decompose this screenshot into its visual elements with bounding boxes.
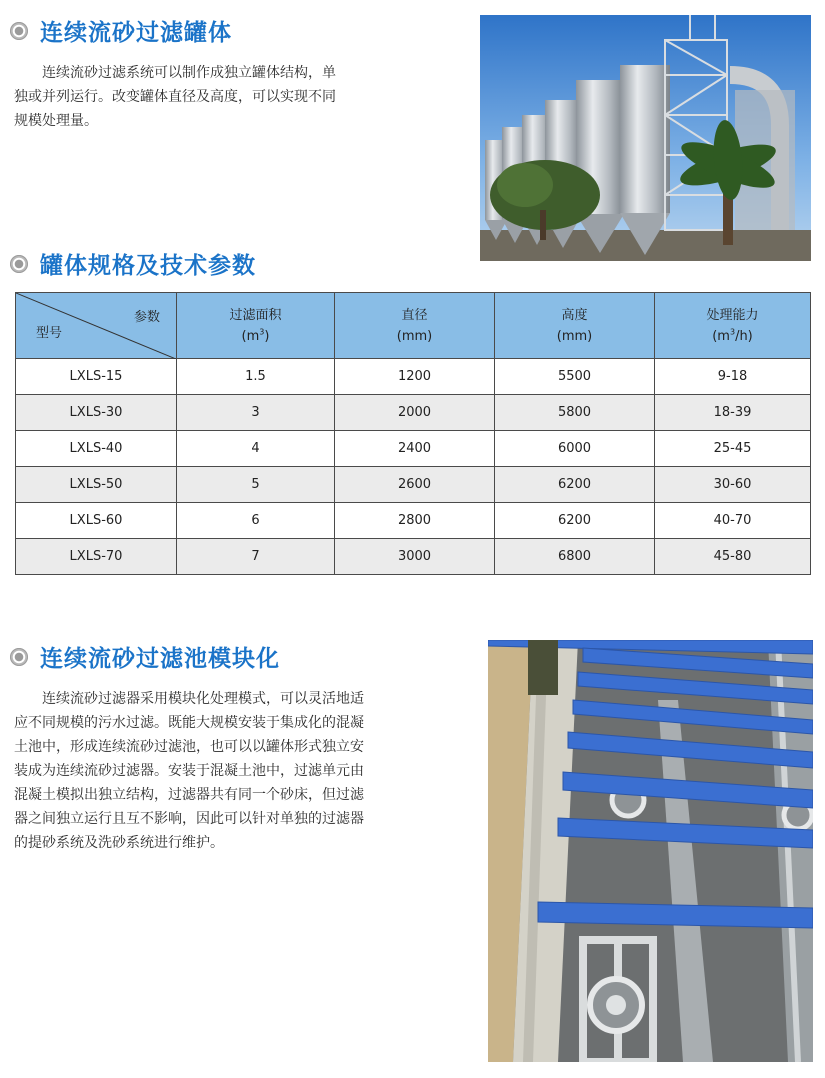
paragraph-line: 独或并列运行。改变罐体直径及高度，可以实现不同 (14, 89, 336, 105)
table-row (16, 467, 811, 503)
corner-param-label: 参数 (133, 310, 160, 325)
paragraph-line: 器之间独立运行且互不影响，因此可以针对单独的过滤器 (14, 811, 364, 827)
corner-model-label: 型号 (36, 326, 63, 341)
column-label: 过滤面积 (229, 307, 282, 323)
column-label: 处理能力 (706, 307, 759, 323)
table-row (16, 431, 811, 467)
paragraph-line: 规模处理量。 (14, 113, 98, 129)
table-cell: 40-70 (655, 503, 811, 539)
section-heading-specs (10, 247, 256, 280)
table-cell: LXLS-30 (16, 395, 177, 431)
table-cell: 7 (177, 539, 335, 575)
table-cell: 5500 (495, 359, 655, 395)
table-cell: 25-45 (655, 431, 811, 467)
heading-text: 连续流砂过滤罐体 (40, 20, 232, 46)
table-cell: 2000 (335, 395, 495, 431)
table-cell: 2400 (335, 431, 495, 467)
table-cell: 45-80 (655, 539, 811, 575)
circle-bullet-icon (10, 22, 28, 40)
column-label: 直径 (401, 307, 428, 323)
table-cell: 6200 (495, 467, 655, 503)
paragraph-line: 连续流砂过滤系统可以制作成独立罐体结构，单 (42, 65, 336, 81)
table-cell: LXLS-60 (16, 503, 177, 539)
tank-description (14, 61, 454, 133)
table-row (16, 359, 811, 395)
circle-bullet-icon (10, 255, 28, 273)
table-cell: 1.5 (177, 359, 335, 395)
table-cell: 3000 (335, 539, 495, 575)
heading-text: 罐体规格及技术参数 (40, 253, 256, 279)
table-cell: LXLS-70 (16, 539, 177, 575)
table-cell: 6000 (495, 431, 655, 467)
table-cell: LXLS-50 (16, 467, 177, 503)
table-cell: 18-39 (655, 395, 811, 431)
column-header-area (177, 293, 335, 359)
table-cell: 2600 (335, 467, 495, 503)
table-row (16, 539, 811, 575)
table-cell: 6 (177, 503, 335, 539)
filter-basin-photo (488, 640, 813, 1062)
table-cell: 5800 (495, 395, 655, 431)
table-row (16, 503, 811, 539)
circle-bullet-icon (10, 648, 28, 666)
section-heading-tank (10, 14, 232, 47)
table-cell: 9-18 (655, 359, 811, 395)
table-row (16, 395, 811, 431)
table-cell: LXLS-40 (16, 431, 177, 467)
column-unit: (mm) (396, 328, 433, 344)
paragraph-line: 连续流砂过滤器采用模块化处理模式，可以灵活地适 (42, 691, 364, 707)
paragraph-line: 的提砂系统及洗砂系统进行维护。 (14, 835, 224, 851)
table-cell: 6200 (495, 503, 655, 539)
column-unit: (mm) (556, 328, 593, 344)
table-cell: 2800 (335, 503, 495, 539)
table-cell: LXLS-15 (16, 359, 177, 395)
column-label: 高度 (561, 307, 588, 323)
modular-description (14, 687, 454, 855)
section-heading-modular (10, 640, 280, 673)
table-cell: 4 (177, 431, 335, 467)
column-unit: $(m^3)$ (241, 327, 270, 344)
table-cell: 30-60 (655, 467, 811, 503)
column-header-capacity (655, 293, 811, 359)
paragraph-line: 土池中，形成连续流砂过滤池，也可以以罐体形式独立安 (14, 739, 364, 755)
column-header-height (495, 293, 655, 359)
table-corner-cell (16, 293, 177, 359)
paragraph-line: 装成为连续流砂过滤器。安装于混凝土池中，过滤单元由 (14, 763, 364, 779)
silo-tanks-photo (480, 15, 811, 261)
column-header-diameter (335, 293, 495, 359)
heading-text: 连续流砂过滤池模块化 (40, 646, 280, 672)
table-cell: 5 (177, 467, 335, 503)
table-header-row (16, 293, 811, 359)
table-cell: 1200 (335, 359, 495, 395)
table-cell: 6800 (495, 539, 655, 575)
spec-table (15, 292, 811, 575)
table-cell: 3 (177, 395, 335, 431)
paragraph-line: 混凝土模拟出独立结构，过滤器共有同一个砂床，但过滤 (14, 787, 364, 803)
column-unit: $(m^3/h)$ (712, 327, 753, 344)
paragraph-line: 应不同规模的污水过滤。既能大规模安装于集成化的混凝 (14, 715, 364, 731)
